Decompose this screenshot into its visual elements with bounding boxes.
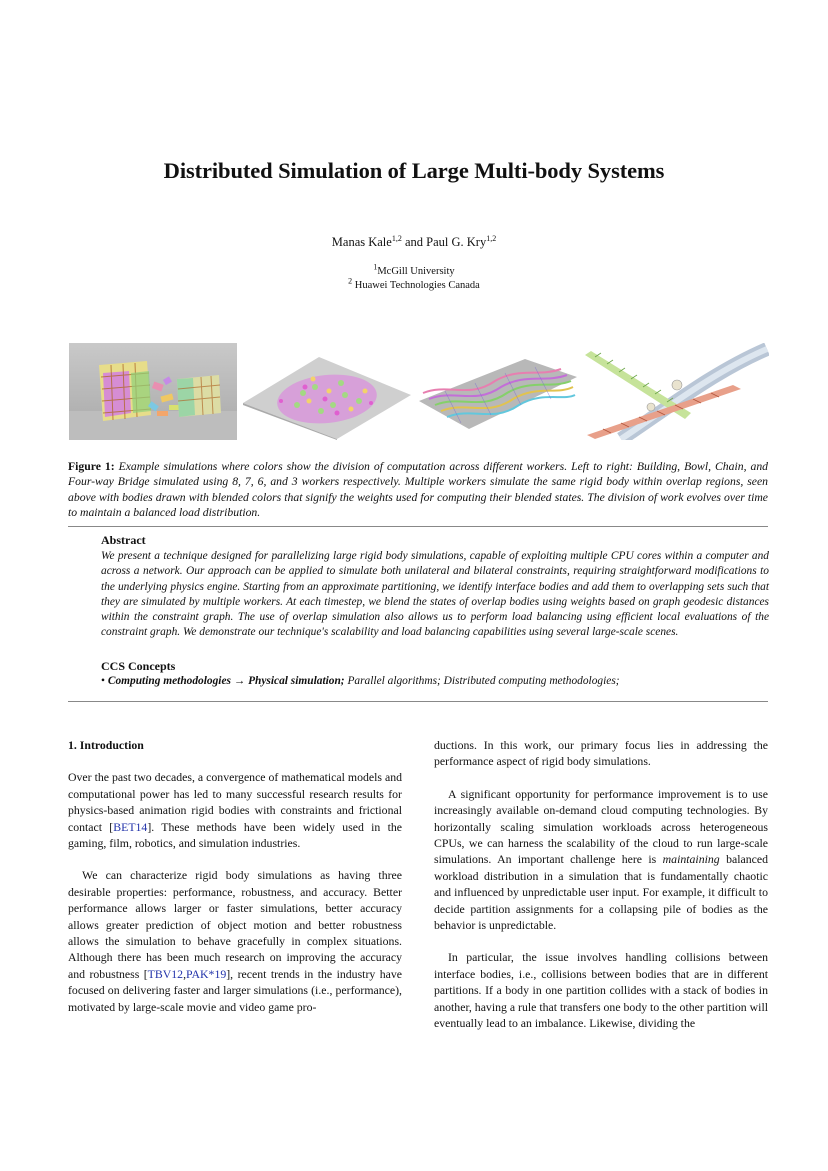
citation-link[interactable]: PAK*19 bbox=[186, 966, 227, 981]
ccs-arrow: → bbox=[233, 675, 246, 687]
author-affil-sup: 1,2 bbox=[391, 233, 402, 243]
figure-image-building bbox=[69, 343, 237, 440]
paragraph bbox=[68, 769, 402, 851]
figure-teaser bbox=[69, 343, 769, 443]
figure-caption-text: Example simulations where colors show the division of computation across different workers. Left to right: Building, Bowl, Chain, and Four-way Bridge simulated using 8, 7, 6, and 3 workers respectively. Multiple workers simulate the same rigid body within overlap regions, seen above with bodies drawn with blended colors that signify the weights used for computing their blended states. The division of work evolves over time to maintain a balanced load distribution. bbox=[68, 460, 769, 520]
figure-caption bbox=[68, 459, 768, 521]
ccs-heading: CCS Concepts bbox=[101, 659, 176, 673]
ccs-line bbox=[101, 674, 769, 689]
abstract-heading: Abstract bbox=[101, 533, 146, 547]
figure-caption-label: Figure 1: bbox=[68, 460, 115, 473]
citation-link[interactable]: TBV12 bbox=[147, 966, 184, 981]
author-joiner: and bbox=[404, 235, 424, 249]
divider-bottom bbox=[68, 701, 768, 702]
figure-image-chain bbox=[415, 343, 579, 440]
author-line bbox=[0, 235, 828, 250]
author-name: Paul G. Kry bbox=[426, 235, 487, 249]
divider-top bbox=[68, 526, 768, 527]
paragraph bbox=[68, 867, 402, 1015]
ccs-concepts bbox=[101, 659, 769, 689]
abstract bbox=[101, 533, 769, 641]
body-column-right bbox=[434, 737, 768, 1032]
figure-image-bowl bbox=[241, 343, 413, 440]
section-heading: 1. Introduction bbox=[68, 738, 144, 752]
text-span: , bbox=[183, 966, 187, 981]
affiliation bbox=[0, 276, 828, 291]
figure-image-four-way-bridge bbox=[581, 343, 769, 440]
paragraph-continued bbox=[434, 737, 768, 770]
text-span: ductions. In this work, our primary focus lies in addressing the performance aspect of rigid body simulations. bbox=[434, 738, 768, 769]
affil-sup: 2 bbox=[348, 276, 353, 286]
text-span: A significant opportunity for performance improvement is to use increasingly available on-demand cloud computing technologies. By horizontally scaling simulation workloads across heterogeneous CPUs, we can harness the scalability of the cloud to run large-scale simulations. An important challenge here is bbox=[434, 786, 768, 867]
emphasis: maintaining bbox=[662, 852, 720, 867]
text-span: balanced workload distribution in a simulation that is fundamentally chaotic and influenced by unpredictable user input. For example, it difficult to decide partition assignments for a collapsing pile of bodies as the behavior is unpredictable. bbox=[434, 852, 768, 933]
author-name: Manas Kale bbox=[331, 235, 392, 249]
affiliation bbox=[0, 262, 828, 277]
citation-link[interactable]: BET14 bbox=[113, 819, 148, 834]
body-column-left bbox=[68, 737, 402, 1015]
ccs-primary: Computing methodologies bbox=[107, 675, 231, 687]
paper-title: Distributed Simulation of Large Multi-body Systems bbox=[163, 158, 665, 183]
paragraph bbox=[434, 786, 768, 934]
affil-name: Huawei Technologies Canada bbox=[354, 280, 480, 291]
ccs-rest: Parallel algorithms; Distributed computing methodologies; bbox=[347, 675, 620, 687]
affil-sup: 1 bbox=[373, 262, 378, 272]
author-affil-sup: 1,2 bbox=[486, 233, 497, 243]
text-span: ], recent trends in the industry have focused on delivering faster and larger simulations (i.e., performance), motivated by large-scale movie and video game pro- bbox=[68, 966, 402, 1014]
ccs-secondary: Physical simulation; bbox=[248, 675, 345, 687]
abstract-text: We present a technique designed for parallelizing large rigid body simulations, capable of exploiting multiple CPU cores within a computer and across a network. Our approach can be applied to simulate both unilateral and bilateral constraints, requiring straightforward modifications to the underlying physics engine. Starting from an approximate partitioning, we identify interface bodies and add them to overlapping sets such that they are simulated by multiple workers. At each timestep, we blend the states of overlap bodies using weights based on graph geodesic distances within the constraint graph. The use of overlap simulation also allows us to perform load balancing using efficient local evaluations of the constraint graph. We demonstrate our technique's scalability and load balancing capabilities using several large-scale scenes. bbox=[101, 550, 769, 639]
text-span: ]. These methods have been widely used in the gaming, film, robotics, and simulation industries. bbox=[68, 819, 402, 851]
ccs-bullet: • bbox=[101, 675, 105, 687]
text-span: Over the past two decades, a convergence of mathematical models and computational power has led to many successful research results for physics-based animation rigid bodies with constraints and frictional contact [ bbox=[68, 770, 402, 834]
text-span: We can characterize rigid body simulations as having three desirable properties: performance, robustness, and accuracy. Better performance allows larger or faster simulations, better accuracy allows greater prediction of object motion and better robustness allows the simulation to behave gracefully in complex situations. Although there has been much research on improving the accuracy and robustness [ bbox=[68, 868, 402, 981]
paragraph: In particular, the issue involves handling collisions between interface bodies, i.e., collisions between bodies that are in different partitions. If a body in one partition collides with a stack of bodies in another, having a rule that transfers one body to the other partition will eventually lead to an imbalance. Likewise, dividing the bbox=[434, 950, 769, 1031]
affil-name: McGill University bbox=[377, 266, 455, 277]
